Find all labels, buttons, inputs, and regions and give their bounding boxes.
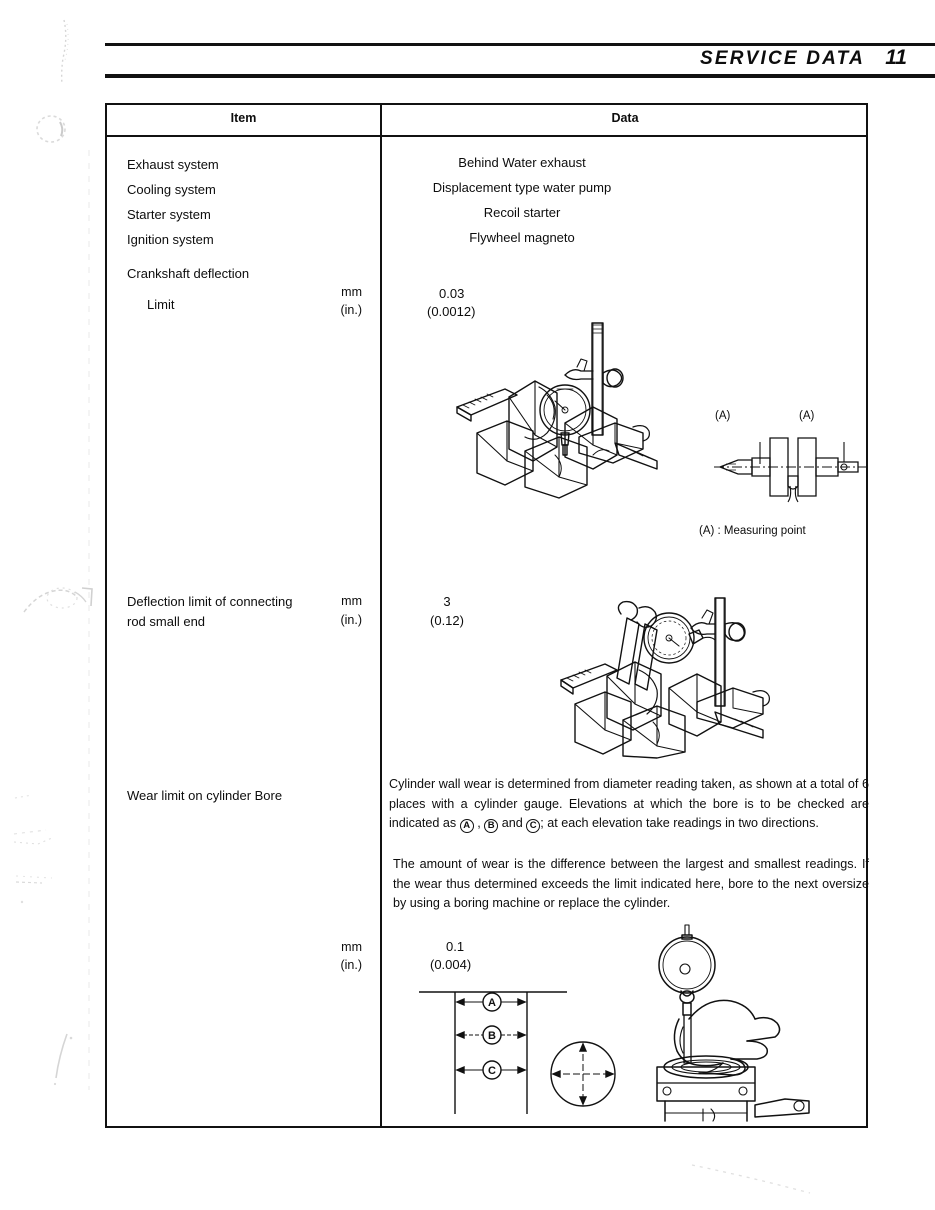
measuring-point-marker-right: (A) (799, 410, 815, 422)
scan-artifact-edge-line (86, 150, 92, 1090)
scan-artifact-margin (50, 18, 80, 88)
page-title: SERVICE DATA (699, 48, 865, 69)
cylinder-value-mm: 0.1 (446, 939, 465, 954)
circled-b-inline: B (484, 819, 498, 833)
crankshaft-limit-label: Limit (147, 297, 175, 312)
scan-artifact-stroke (45, 1030, 85, 1090)
measuring-point-caption: (A) : Measuring point (699, 525, 806, 537)
service-data-table (105, 103, 868, 1128)
table-row: Ignition system (127, 232, 214, 247)
circled-a-inline: A (460, 819, 474, 833)
crankshaft-unit-mm: mm (341, 285, 362, 299)
crankshaft-deflection-label: Crankshaft deflection (127, 266, 250, 281)
paragraph-1-part-d: ; at each elevation take readings in two directions. (540, 816, 819, 830)
bore-gauge-hand-figure (627, 923, 817, 1123)
table-row: Exhaust system (127, 157, 219, 172)
paragraph-1-part-c: and (498, 816, 527, 830)
scan-artifact-specks (12, 790, 82, 910)
cylinder-value-in: (0.004) (430, 957, 472, 972)
cylinder-paragraph-1 (389, 775, 869, 834)
conrod-value-in: (0.12) (430, 613, 464, 628)
table-header-separator (107, 135, 866, 137)
cylinder-unit-mm: mm (341, 940, 362, 954)
table-row-value: Displacement type water pump (432, 180, 612, 195)
table-row: Cooling system (127, 182, 216, 197)
page-number: 11 (885, 46, 907, 69)
measuring-point-schematic (712, 420, 872, 510)
crankshaft-value-in: (0.0012) (427, 304, 476, 319)
crankshaft-unit-in: (in.) (340, 303, 362, 317)
level-label-c: C (488, 1065, 496, 1077)
column-header-data: Data (611, 111, 639, 125)
table-column-divider (380, 105, 382, 1126)
cylinder-bore-label: Wear limit on cylinder Bore (127, 788, 283, 803)
conrod-unit-in: (in.) (340, 613, 362, 627)
header-rule-top (105, 43, 935, 46)
conrod-deflection-figure (557, 580, 777, 760)
level-label-a: A (488, 997, 496, 1009)
cylinder-unit-in: (in.) (340, 958, 362, 972)
conrod-unit-mm: mm (341, 594, 362, 608)
scan-artifact-circle (30, 108, 72, 150)
conrod-label-line2: rod small end (127, 614, 206, 629)
conrod-label-line1: Deflection limit of connecting (127, 594, 293, 609)
table-row-value: Behind Water exhaust (458, 155, 586, 170)
measuring-point-marker-left: (A) (715, 410, 731, 422)
column-header-item: Item (230, 111, 257, 125)
circled-c-inline: C (526, 819, 540, 833)
level-label-b: B (488, 1030, 496, 1042)
header-rule-bottom (105, 74, 935, 78)
scan-artifact-bottom-streak (690, 1155, 870, 1200)
paragraph-1-part-b: , (473, 816, 485, 830)
crankshaft-deflection-figure (447, 315, 667, 500)
table-row-value: Recoil starter (483, 205, 561, 220)
cylinder-paragraph-2: The amount of wear is the difference between the largest and smallest readings. If the wear thus determined exceeds the limit indicated here, bore to the next oversize by using a boring machine or replace the cylinder. (393, 857, 869, 910)
crankshaft-value-mm: 0.03 (439, 286, 465, 301)
paragraph-1-part-a: Cylinder wall wear is determined from diameter reading taken, as shown at a total of 6 places with a cylinder gauge. Elevations at which the bore is to be checked are indicated as (389, 777, 869, 830)
table-row: Starter system (127, 207, 211, 222)
cylinder-measurement-diagram (417, 982, 627, 1122)
table-row-value: Flywheel magneto (469, 230, 575, 245)
conrod-value-mm: 3 (443, 594, 451, 609)
